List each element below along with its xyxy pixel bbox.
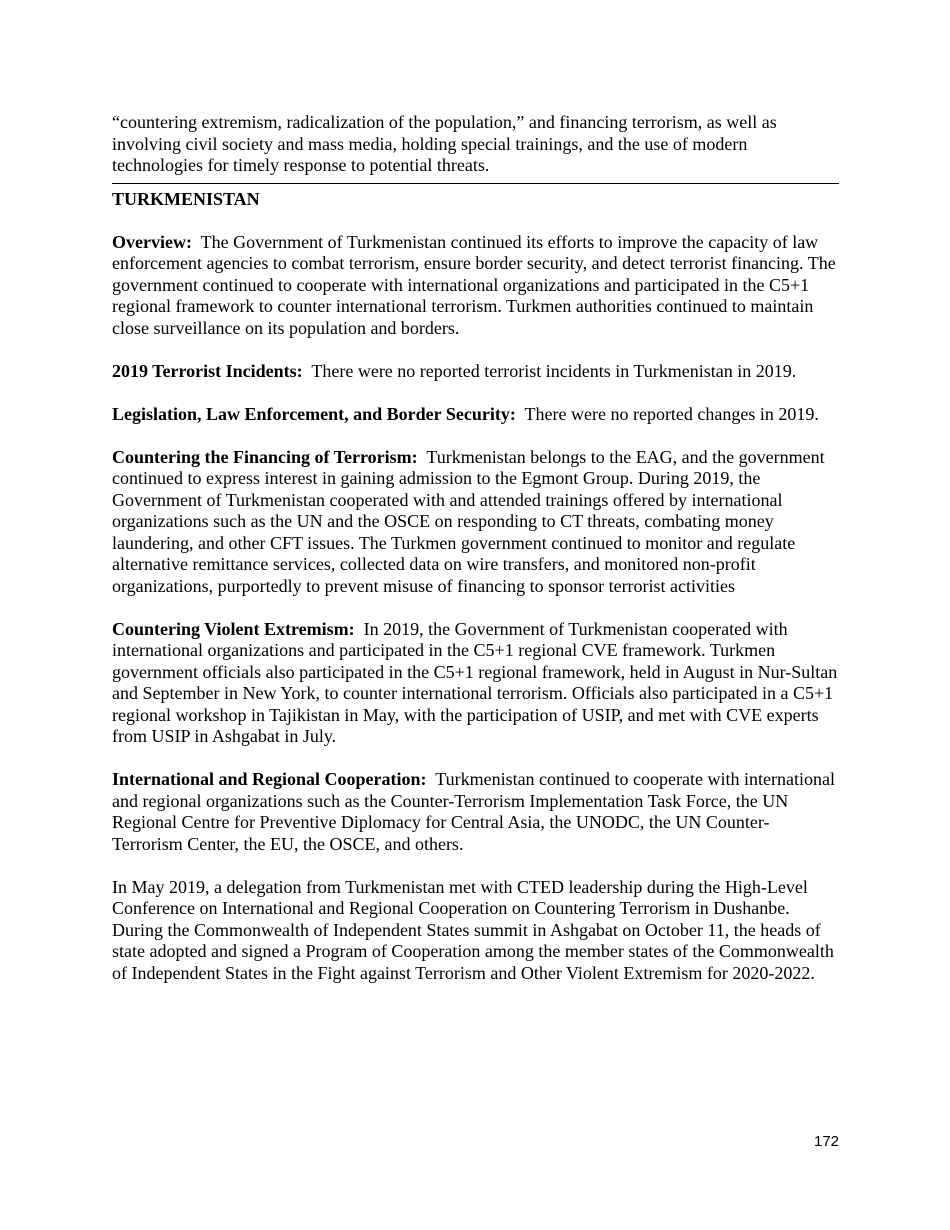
overview-paragraph	[112, 232, 840, 340]
cve-heading: Countering Violent Extremism:	[112, 618, 355, 639]
overview-text: The Government of Turkmenistan continued its efforts to improve the capacity of law enforcement agencies to combat terrorism, ensure border security, and detect terrorist financing. The government continued to cooperate with international organizations and participated in the C5+1 regional framework to counter international terrorism. Turkmen authorities continued to maintain close surveillance on its population and borders.	[112, 231, 836, 338]
page-number: 172	[814, 1133, 840, 1150]
overview-heading: Overview:	[112, 231, 192, 252]
cooperation-paragraph	[112, 769, 840, 855]
incidents-heading: 2019 Terrorist Incidents:	[112, 360, 303, 381]
intro-paragraph: “countering extremism, radicalization of the population,” and financing terrorism, as well as involving civil society and mass media, holding special trainings, and the use of modern technologies for timely response to potential threats.	[112, 112, 777, 175]
cft-text: Turkmenistan belongs to the EAG, and the government continued to express interest in gaining admission to the Egmont Group. During 2019, the Government of Turkmenistan cooperated with and attended trainings offered by international organizations such as the UN and the OSCE on responding to CT threats, combating money laundering, and other CFT issues. The Turkmen government continued to monitor and regulate alternative remittance services, collected data on wire transfers, and monitored non-profit organizations, purportedly to prevent misuse of financing to sponsor terrorist activities	[112, 446, 825, 596]
cft-heading: Countering the Financing of Terrorism:	[112, 446, 418, 467]
cft-paragraph	[112, 447, 840, 598]
cve-paragraph	[112, 619, 840, 748]
cooperation-heading: International and Regional Cooperation:	[112, 769, 427, 789]
legislation-heading: Legislation, Law Enforcement, and Border Security:	[112, 403, 516, 424]
document-page	[112, 112, 840, 1006]
incidents-paragraph	[112, 361, 840, 383]
legislation-paragraph	[112, 404, 840, 426]
section-divider	[112, 183, 839, 184]
incidents-text: There were no reported terrorist incidents in Turkmenistan in 2019.	[311, 360, 797, 381]
cve-text: In 2019, the Government of Turkmenistan cooperated with international organizations and participated in the C5+1 regional CVE framework. Turkmen government officials also participated in the C5+1 regional framework, held in August in Nur-Sultan and September in New York, to counter international terrorism. Officials also participated in a C5+1 regional workshop in Tajikistan in May, with the participation of USIP, and met with CVE experts from USIP in Ashgabat in July.	[112, 618, 838, 746]
country-heading: TURKMENISTAN	[112, 188, 260, 209]
closing-paragraph: In May 2019, a delegation from Turkmenistan met with CTED leadership during the High-Level Conference on International and Regional Cooperation on Countering Terrorism in Dushanbe. During the Commonwealth of Independent States summit in Ashgabat on October 11, the heads of state adopted and signed a Program of Cooperation among the member states of the Commonwealth of Independent States in the Fight against Terrorism and Other Violent Extremism for 2020-2022.	[112, 876, 834, 983]
cooperation-text: Turkmenistan continued to cooperate with international and regional organizations such as the Counter-Terrorism Implementation Task Force, the UN Regional Centre for Preventive Diplomacy for Central Asia, the UNODC, the UN Counter-Terrorism Center, the EU, the OSCE, and others.	[112, 769, 835, 854]
legislation-text: There were no reported changes in 2019.	[524, 403, 819, 424]
